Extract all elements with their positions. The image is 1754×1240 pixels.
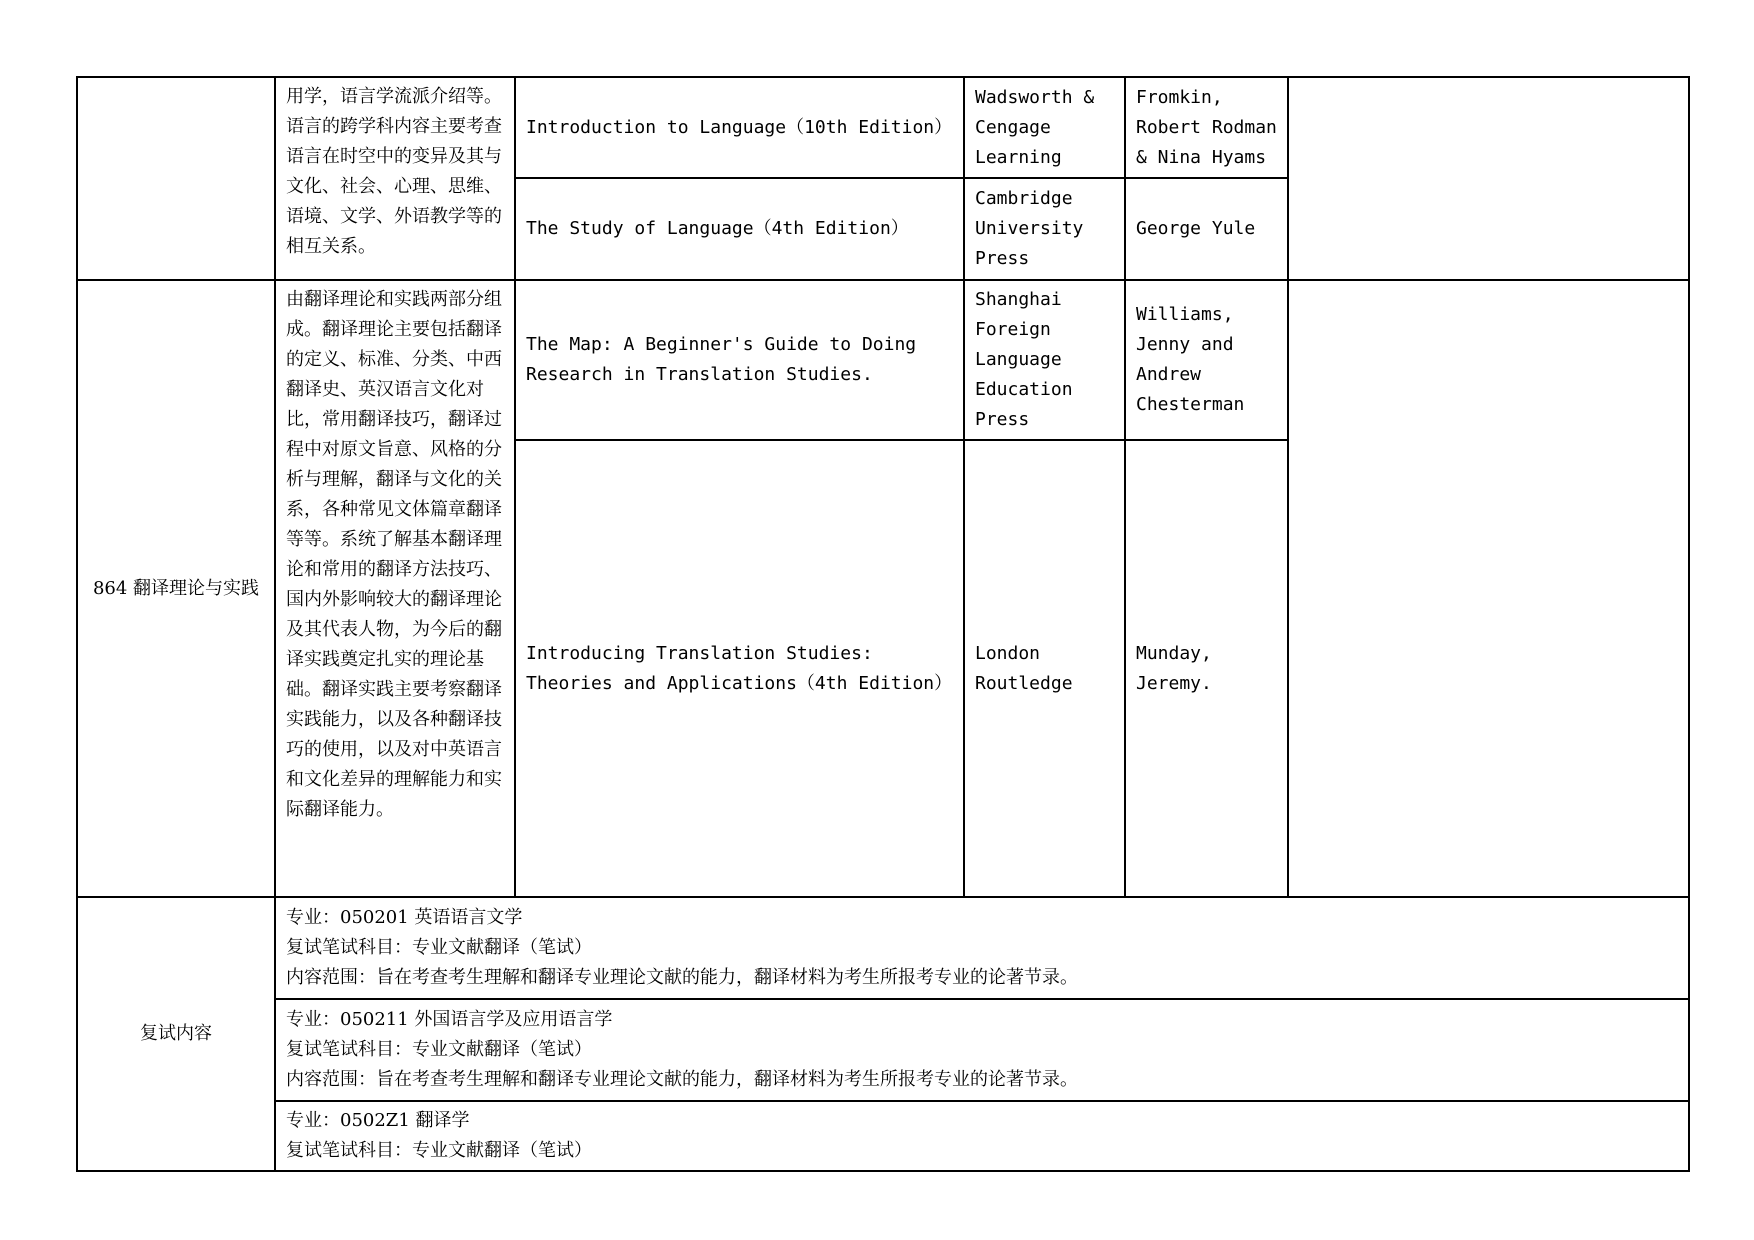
retest-major: 专业：0502Z1 翻译学 bbox=[286, 1110, 470, 1131]
table-row bbox=[77, 1101, 1689, 1171]
table-row bbox=[77, 280, 1689, 440]
book-title: The Study of Language（4th Edition） bbox=[515, 178, 964, 280]
retest-major: 专业：050201 英语语言文学 bbox=[286, 907, 523, 928]
book-author: Munday, Jeremy. bbox=[1125, 440, 1288, 897]
subject-cell bbox=[77, 77, 275, 280]
subject-description: 由翻译理论和实践两部分组成。翻译理论主要包括翻译的定义、标准、分类、中西翻译史、英汉语言文化对比，常用翻译技巧，翻译过程中对原文旨意、风格的分析与理解，翻译与文化的关系，各种常见文体篇章翻译等等。系统了解基本翻译理论和常用的翻译方法技巧、国内外影响较大的翻译理论及其代表人物，为今后的翻译实践奠定扎实的理论基础。翻译实践主要考察翻译实践能力，以及各种翻译技巧的使用，以及对中英语言和文化差异的理解能力和实际翻译能力。 bbox=[286, 289, 502, 820]
retest-scope: 内容范围：旨在考查考生理解和翻译专业理论文献的能力，翻译材料为考生所报考专业的论著节录。 bbox=[286, 967, 1078, 988]
retest-subject: 复试笔试科目：专业文献翻译（笔试） bbox=[286, 1140, 592, 1161]
book-title: Introducing Translation Studies: Theories and Applications（4th Edition） bbox=[515, 440, 964, 897]
table-row bbox=[77, 77, 1689, 178]
retest-block bbox=[275, 897, 1689, 999]
retest-label: 复试内容 bbox=[77, 897, 275, 1171]
subject-description: 用学，语言学流派介绍等。语言的跨学科内容主要考查语言在时空中的变异及其与文化、社会、心理、思维、语境、文学、外语教学等的相互关系。 bbox=[286, 86, 502, 257]
retest-major: 专业：050211 外国语言学及应用语言学 bbox=[286, 1009, 613, 1030]
table-row bbox=[77, 897, 1689, 999]
book-publisher: Cambridge University Press bbox=[964, 178, 1125, 280]
retest-block bbox=[275, 999, 1689, 1101]
book-publisher: London Routledge bbox=[964, 440, 1125, 897]
book-title: The Map: A Beginner's Guide to Doing Research in Translation Studies. bbox=[515, 280, 964, 440]
book-author: Fromkin, Robert Rodman & Nina Hyams bbox=[1125, 77, 1288, 178]
remark-cell bbox=[1288, 77, 1689, 280]
subject-cell: 864 翻译理论与实践 bbox=[77, 280, 275, 897]
book-publisher: Shanghai Foreign Language Education Press bbox=[964, 280, 1125, 440]
book-author: Williams, Jenny and Andrew Chesterman bbox=[1125, 280, 1288, 440]
book-publisher: Wadsworth & Cengage Learning bbox=[964, 77, 1125, 178]
book-author: George Yule bbox=[1125, 178, 1288, 280]
description-cell bbox=[275, 280, 515, 897]
book-title: Introduction to Language（10th Edition） bbox=[515, 77, 964, 178]
description-cell bbox=[275, 77, 515, 280]
retest-block bbox=[275, 1101, 1689, 1171]
retest-subject: 复试笔试科目：专业文献翻译（笔试） bbox=[286, 937, 592, 958]
table-row bbox=[77, 999, 1689, 1101]
syllabus-table bbox=[76, 76, 1690, 1172]
retest-subject: 复试笔试科目：专业文献翻译（笔试） bbox=[286, 1039, 592, 1060]
retest-scope: 内容范围：旨在考查考生理解和翻译专业理论文献的能力，翻译材料为考生所报考专业的论著节录。 bbox=[286, 1069, 1078, 1090]
remark-cell bbox=[1288, 280, 1689, 897]
